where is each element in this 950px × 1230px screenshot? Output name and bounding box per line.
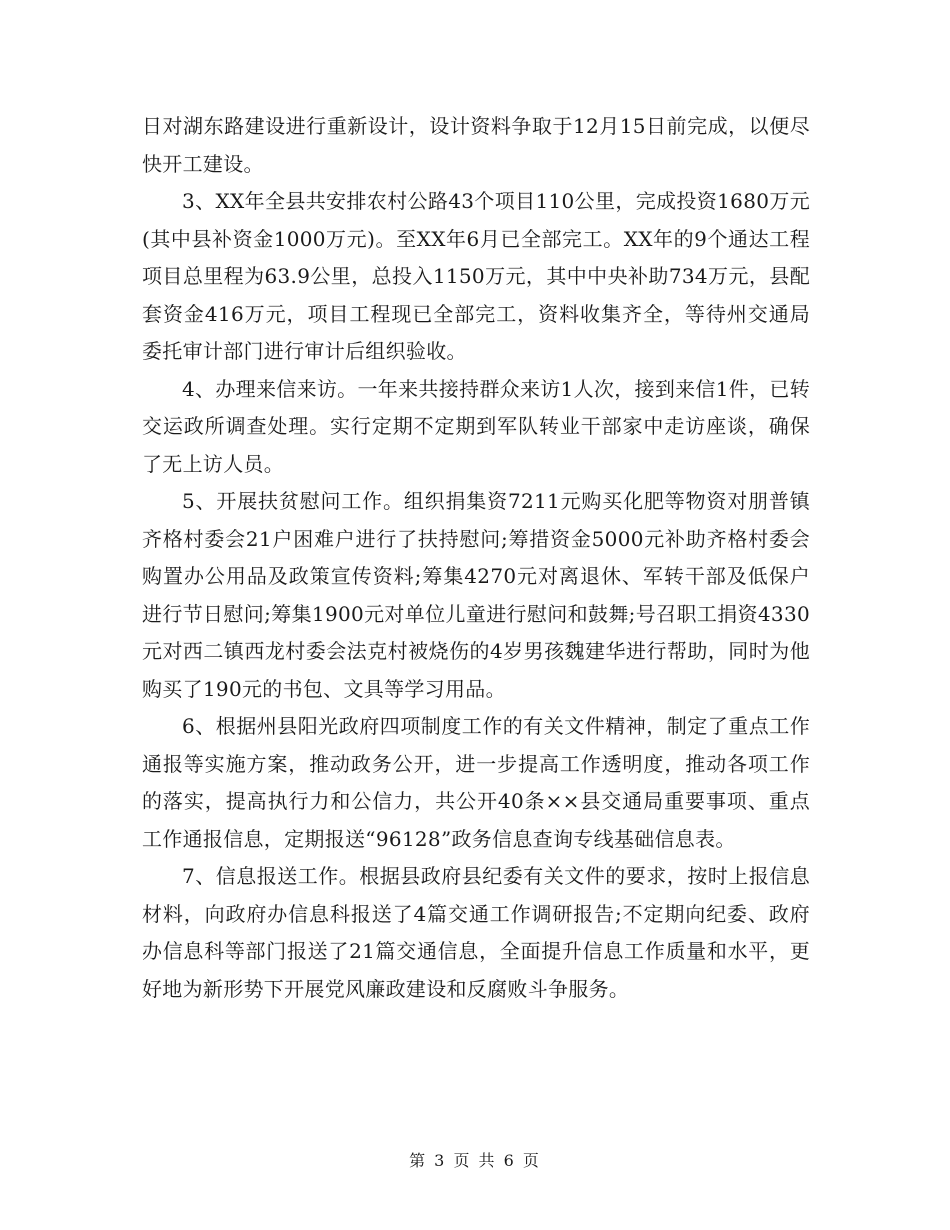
- paragraph-item-6: 6、根据州县阳光政府四项制度工作的有关文件精神，制定了重点工作通报等实施方案，推动政务公开，进一步提高工作透明度，推动各项工作的落实，提高执行力和公信力，共公开40条××县交通局重要事项、重点工作通报信息，定期报送“96128”政务信息查询专线基础信息表。: [142, 714, 810, 851]
- paragraph-item-7: 7、信息报送工作。根据县政府县纪委有关文件的要求，按时上报信息材料，向政府办信息科报送了4篇交通工作调研报告;不定期向纪委、政府办信息科等部门报送了21篇交通信息，全面提升信息工作质量和水平，更好地为新形势下开展党风廉政建设和反腐败斗争服务。: [142, 864, 810, 1001]
- paragraph-item-5: 5、开展扶贫慰问工作。组织捐集资7211元购买化肥等物资对朋普镇齐格村委会21户困难户进行了扶持慰问;筹措资金5000元补助齐格村委会购置办公用品及政策宣传资料;筹集4270元对离退休、军转干部及低保户进行节日慰问;筹集1900元对单位儿童进行慰问和鼓舞;号召职工捐资4330元对西二镇西龙村委会法克村被烧伤的4岁男孩魏建华进行帮助，同时为他购买了190元的书包、文具等学习用品。: [142, 489, 810, 701]
- paragraph-item-3: 3、XX年全县共安排农村公路43个项目110公里，完成投资1680万元(其中县补资金1000万元)。至XX年6月已全部完工。XX年的9个通达工程项目总里程为63.9公里，总投入1150万元，其中中央补助734万元，县配套资金416万元，项目工程现已全部完工，资料收集齐全，等待州交通局委托审计部门进行审计后组织验收。: [142, 189, 810, 363]
- paragraph-item-4: 4、办理来信来访。一年来共接持群众来访1人次，接到来信1件，已转交运政所调查处理。实行定期不定期到军队转业干部家中走访座谈，确保了无上访人员。: [142, 376, 810, 476]
- document-body: [142, 108, 810, 1008]
- paragraph-continuation: 日对湖东路建设进行重新设计，设计资料争取于12月15日前完成，以便尽快开工建设。: [142, 114, 810, 176]
- page-number-footer: 第 3 页 共 6 页: [409, 1151, 541, 1170]
